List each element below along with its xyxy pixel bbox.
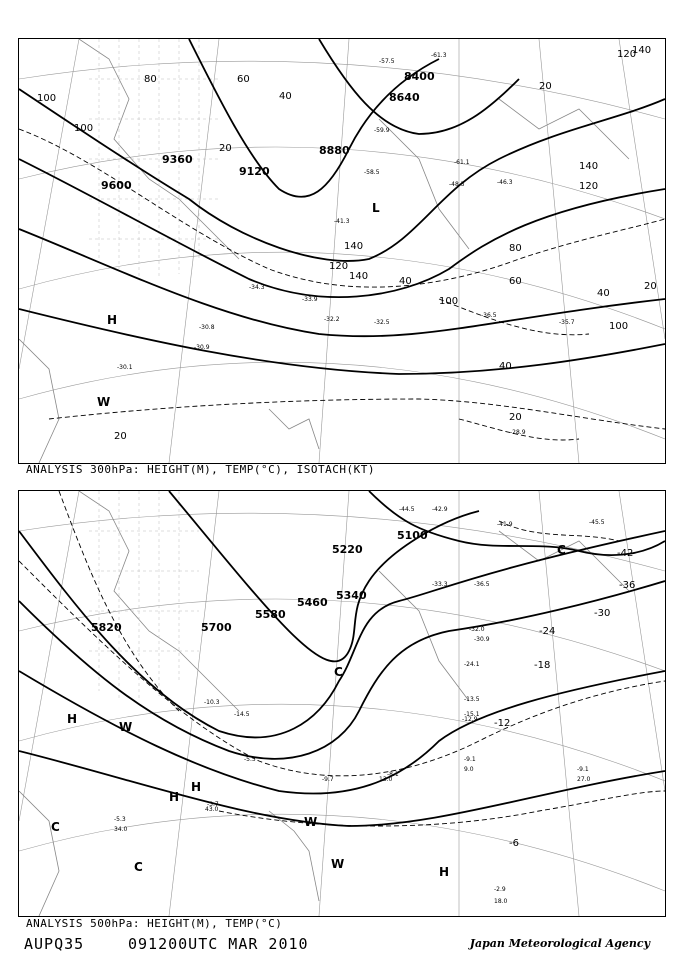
temp-label: -9.1 (577, 766, 589, 773)
temp-label: -24.1 (464, 661, 480, 668)
map-300hpa-canvas (19, 39, 665, 463)
graticule (19, 39, 665, 463)
isotach-label: 40 (499, 361, 512, 372)
pressure-symbol: W (331, 857, 345, 871)
temp-label: -36.5 (481, 312, 497, 319)
isotherm-label: -24 (539, 626, 556, 637)
temp-label: -32.2 (324, 316, 340, 323)
height-label: 5340 (336, 589, 367, 602)
isotach-label: 20 (219, 143, 232, 154)
isotherm-label: -30 (594, 608, 611, 619)
temp-label: -41.3 (334, 218, 350, 225)
isotach-label: 100 (37, 93, 57, 104)
temp-label: 9.0 (464, 766, 474, 773)
temp-label: -9.1 (464, 756, 476, 763)
height-contours (19, 491, 665, 826)
temp-label: -61.3 (431, 52, 447, 59)
temp-label: -14.5 (234, 711, 250, 718)
height-label: 5460 (297, 596, 328, 609)
height-label: 8640 (389, 91, 420, 104)
temp-label: -44.5 (399, 506, 415, 513)
temp-label: -5.3 (114, 816, 126, 823)
isotach-label: 20 (644, 281, 657, 292)
isotachs (19, 129, 665, 440)
valid-time: 091200UTC MAR 2010 (128, 935, 309, 953)
pressure-symbol-group (51, 543, 566, 879)
isotherm-label: -36 (619, 580, 636, 591)
isotach-label: 80 (509, 243, 522, 254)
isotach-label: 100 (74, 123, 94, 134)
pressure-symbol: H (191, 780, 202, 794)
isotach-label: 20 (539, 81, 552, 92)
agency-name: Japan Meteorological Agency (469, 937, 650, 950)
isotach-label-group (37, 45, 657, 442)
pressure-symbol: C (557, 543, 566, 557)
temp-label: -10.3 (204, 699, 220, 706)
temp-label: -34.3 (249, 284, 265, 291)
height-label: 9600 (101, 179, 132, 192)
isotach-label: 80 (144, 74, 157, 85)
pressure-symbol: C (51, 820, 60, 834)
isotach-label: 140 (349, 271, 369, 282)
isotach-label: 40 (597, 288, 610, 299)
temp-label: -30.1 (117, 364, 133, 371)
isotach-label: 100 (609, 321, 629, 332)
temp-label: -36.5 (474, 581, 490, 588)
temp-label: -35.7 (559, 319, 575, 326)
temp-label: -2.9 (494, 886, 506, 893)
temp-label: 27.0 (577, 776, 591, 783)
isotach-label: 140 (632, 45, 652, 56)
pressure-symbol: W (97, 395, 111, 409)
hatch-zone (89, 491, 199, 701)
temp-label: -42.9 (432, 506, 448, 513)
temp-label: -12.9 (462, 716, 478, 723)
temp-label: -46.3 (497, 179, 513, 186)
temp-label: -3.7 (207, 801, 219, 808)
isotach-label: 20 (114, 431, 127, 442)
temp-label-group (114, 506, 605, 905)
height-label: 5220 (332, 543, 363, 556)
isotach-label: 140 (344, 241, 364, 252)
pressure-symbol: H (439, 865, 450, 879)
pressure-symbol: C (334, 665, 343, 679)
temp-label: 18.0 (494, 898, 508, 905)
temp-label: -8.1 (387, 771, 399, 778)
temp-label: -28.9 (510, 429, 526, 436)
caption-300hpa: ANALYSIS 300hPa: HEIGHT(M), TEMP(°C), ISOTACH(KT) (26, 463, 376, 476)
temp-label: -30.9 (474, 636, 490, 643)
temp-label: 34.0 (114, 826, 128, 833)
temp-label: -9.7 (322, 776, 334, 783)
height-label: 9120 (239, 165, 270, 178)
isotach-label: 140 (579, 161, 599, 172)
isotach-label: 40 (279, 91, 292, 102)
temp-label: -41.9 (497, 521, 513, 528)
temp-label: -59.9 (374, 127, 390, 134)
pressure-symbol: H (107, 313, 118, 327)
pressure-symbol-group (97, 201, 380, 409)
pressure-symbol: C (134, 860, 143, 874)
height-label: 5820 (91, 621, 122, 634)
pressure-symbol: W (119, 720, 133, 734)
map-500hpa (18, 490, 666, 917)
temp-label: -33.9 (302, 296, 318, 303)
temp-label: -58.5 (364, 169, 380, 176)
temp-label: -32.5 (374, 319, 390, 326)
temp-label: -30.8 (199, 324, 215, 331)
map-500hpa-canvas (19, 491, 665, 916)
height-label: 8880 (319, 144, 350, 157)
temp-label: -48.5 (449, 181, 465, 188)
coastlines (19, 39, 629, 463)
height-label: 5580 (255, 608, 286, 621)
pressure-symbol: L (372, 201, 380, 215)
temp-label: -45.5 (589, 519, 605, 526)
height-label: 5700 (201, 621, 232, 634)
temp-label: 43.0 (205, 806, 219, 813)
temp-label: -33.3 (432, 581, 448, 588)
isotherm-label-group (494, 548, 635, 849)
height-label: 5100 (397, 529, 428, 542)
isotach-label: 60 (237, 74, 250, 85)
pressure-symbol: H (169, 790, 180, 804)
isotherm-label: -6 (509, 838, 519, 849)
temp-label: -5.5 (244, 756, 256, 763)
temp-label: 13.0 (379, 776, 393, 783)
pressure-symbol: H (67, 712, 78, 726)
isotach-label: 40 (399, 276, 412, 287)
isotherm-label: -12 (494, 718, 511, 729)
height-label: 8400 (404, 70, 435, 83)
isotach-label: 60 (509, 276, 522, 287)
isotherm-label: -42 (617, 548, 634, 559)
temp-label: -57.5 (379, 58, 395, 65)
temp-label: -30.9 (194, 344, 210, 351)
pressure-symbol: W (304, 815, 318, 829)
height-label: 9360 (162, 153, 193, 166)
isotach-label: 120 (579, 181, 599, 192)
temp-label: -15.1 (464, 711, 480, 718)
isotach-label: 120 (617, 49, 637, 60)
caption-500hpa: ANALYSIS 500hPa: HEIGHT(M), TEMP(°C) (26, 917, 283, 930)
map-300hpa (18, 38, 666, 464)
temp-label: -61.1 (454, 159, 470, 166)
isotach-label: 120 (329, 261, 349, 272)
isotach-label: 100 (439, 296, 459, 307)
isotherm-label: -18 (534, 660, 551, 671)
height-label-group (91, 529, 428, 634)
chart-id: AUPQ35 (24, 935, 85, 953)
isotach-label: 20 (509, 412, 522, 423)
temp-label: -32.0 (469, 626, 485, 633)
temp-label: -13.5 (464, 696, 480, 703)
